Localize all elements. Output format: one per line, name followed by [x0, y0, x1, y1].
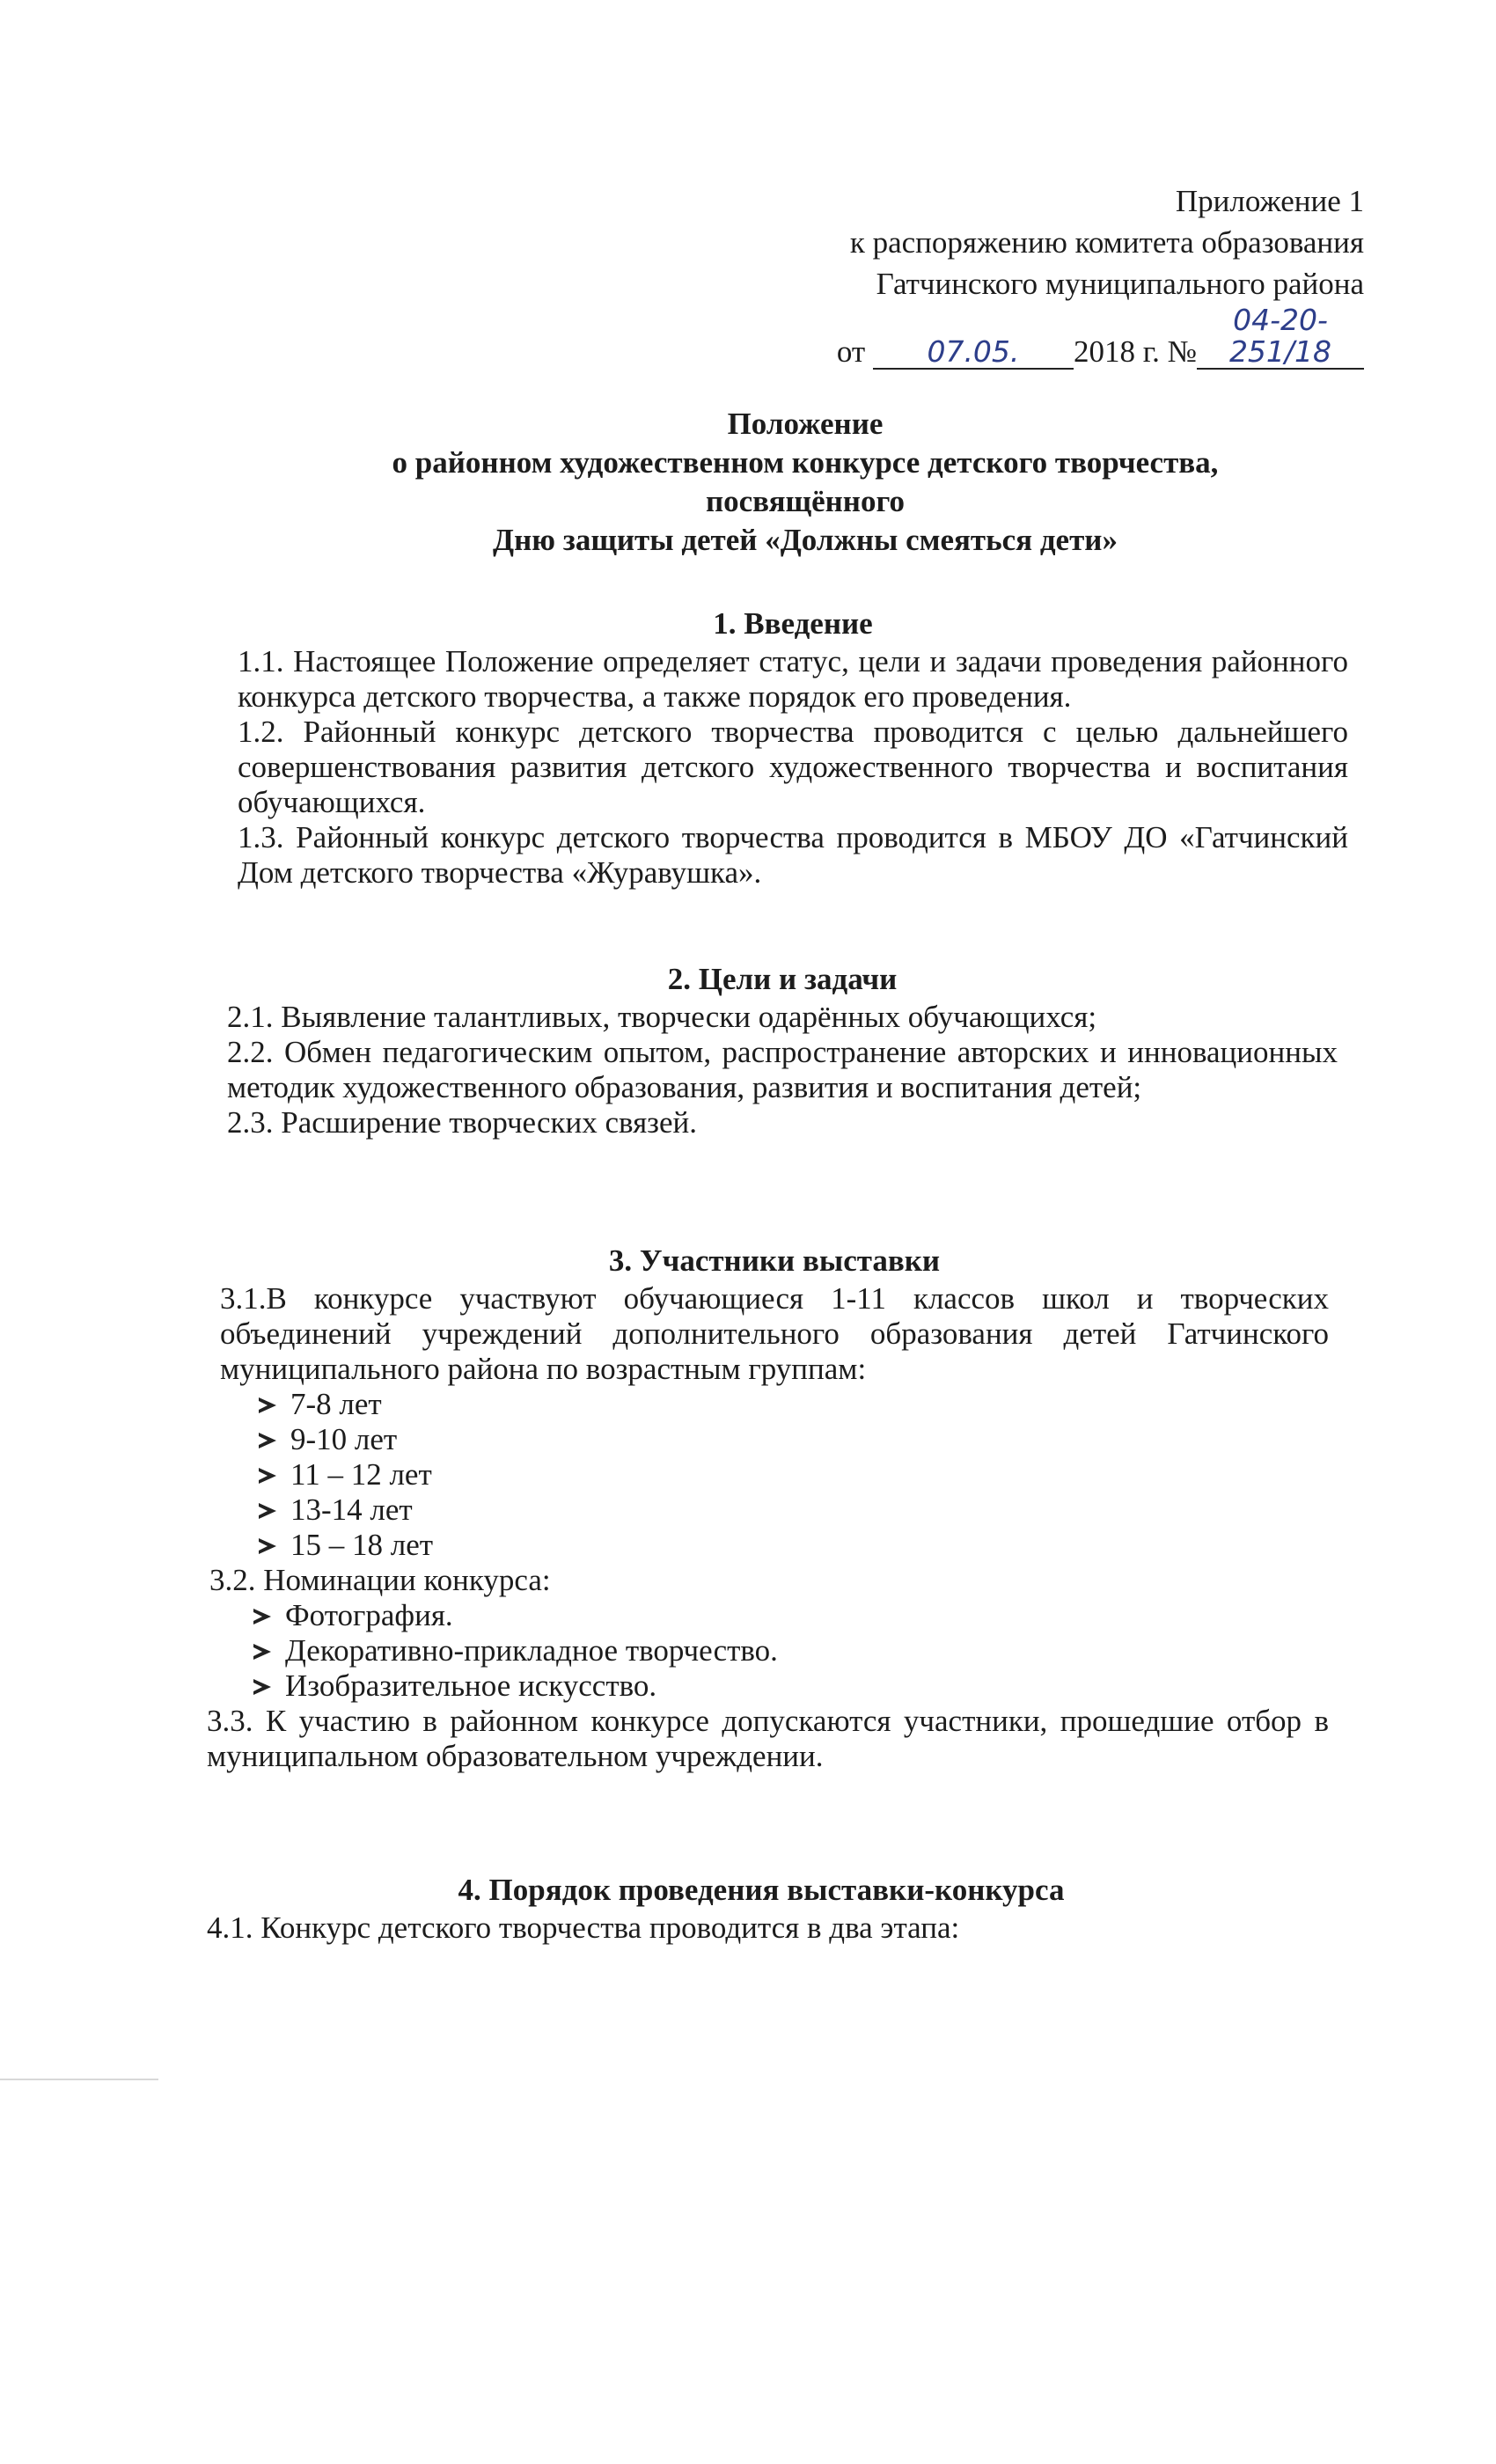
paragraph: 2.3. Расширение творческих связей.: [227, 1105, 698, 1140]
handwritten-date: 07.05.: [873, 336, 1074, 370]
list-item: 15 – 18 лет: [257, 1528, 1329, 1563]
list-item: 7-8 лет: [257, 1387, 1329, 1422]
paragraph: 4.1. Конкурс детского творчества проводится в два этапа:: [207, 1910, 960, 1945]
paragraph: 3.3. К участию в районном конкурсе допускаются участники, прошедшие отбор в муниципальном образовательном учреждении.: [207, 1704, 1329, 1773]
section-heading: 1. Введение: [713, 606, 873, 641]
list-item: Изобразительное искусство.: [252, 1668, 1329, 1704]
section-introduction: [238, 604, 1348, 891]
list-item: 13-14 лет: [257, 1492, 1329, 1528]
title-line-4: Дню защиты детей «Должны смеяться дети»: [493, 523, 1118, 557]
title-line-3: посвящённого: [705, 484, 905, 518]
section-participants: [207, 1241, 1329, 1774]
section-heading: 4. Порядок проведения выставки-конкурса: [458, 1873, 1065, 1907]
scan-artifact-line: [0, 2079, 158, 2080]
paragraph: 3.2. Номинации конкурса:: [209, 1563, 551, 1597]
section-procedure: [207, 1870, 1316, 1946]
title-line-1: Положение: [727, 407, 884, 441]
date-prefix: от: [836, 334, 866, 369]
district-name: Гатчинского муниципального района: [876, 267, 1364, 301]
paragraph: 3.1.В конкурсе участвуют обучающиеся 1-11 классов школ и творческих объединений учреждений дополнительного образования детей Гатчинского муниципального района по возрастным группам:: [220, 1281, 1329, 1386]
list-item: 9-10 лет: [257, 1422, 1329, 1457]
section-heading: 3. Участники выставки: [608, 1243, 941, 1278]
paragraph: 1.2. Районный конкурс детского творчества проводится с целью дальнейшего совершенствования развития детского художественного творчества и воспитания обучающихся.: [238, 715, 1348, 819]
paragraph: 2.2. Обмен педагогическим опытом, распространение авторских и инновационных методик художественного образования, развития и воспитания детей;: [227, 1035, 1338, 1104]
section-heading: 2. Цели и задачи: [667, 962, 898, 996]
list-item: Декоративно-прикладное творчество.: [252, 1633, 1329, 1668]
handwritten-number: 04-20-251/18: [1197, 304, 1364, 370]
order-reference: к распоряжению комитета образования: [849, 225, 1364, 260]
year-label: 2018 г. №: [1073, 334, 1197, 369]
list-item: 11 – 12 лет: [257, 1457, 1329, 1492]
paragraph: 1.3. Районный конкурс детского творчества проводится в МБОУ ДО «Гатчинский Дом детского творчества «Журавушка».: [238, 820, 1348, 890]
title-line-2: о районном художественном конкурсе детского творчества,: [392, 445, 1219, 480]
list-item: Фотография.: [252, 1598, 1329, 1633]
section-goals: [227, 959, 1338, 1140]
appendix-label: Приложение 1: [1175, 184, 1364, 218]
nominations-list: [252, 1598, 1329, 1704]
paragraph: 2.1. Выявление талантливых, творчески одарённых обучающихся;: [227, 1000, 1097, 1034]
appendix-header: [695, 180, 1364, 372]
age-groups-list: [257, 1387, 1329, 1563]
date-number-line: [695, 304, 1364, 372]
paragraph: 1.1. Настоящее Положение определяет статус, цели и задачи проведения районного конкурса детского творчества, а также порядок его проведения.: [238, 644, 1348, 714]
document-title: [176, 405, 1434, 560]
